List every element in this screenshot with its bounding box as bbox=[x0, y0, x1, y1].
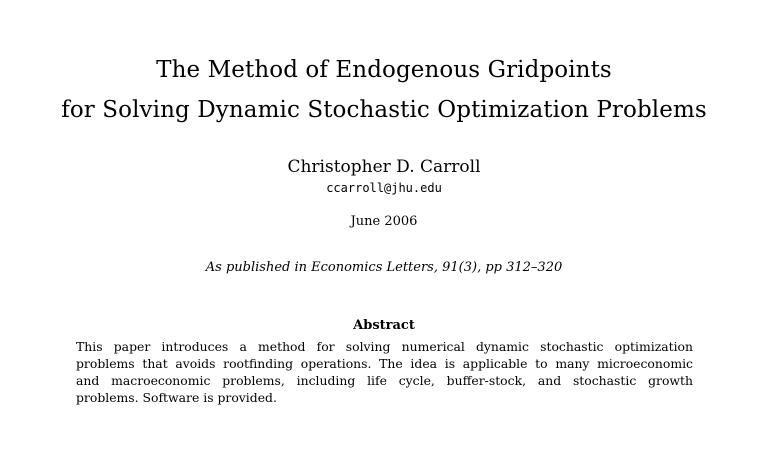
abstract-line: problems that avoids rootfinding operations. The idea is applicable to many microeconomic bbox=[76, 356, 693, 371]
paper-title-line-2: for Solving Dynamic Stochastic Optimization Problems bbox=[61, 97, 707, 123]
publication-date: June 2006 bbox=[350, 214, 418, 229]
paper-title-line-1: The Method of Endogenous Gridpoints bbox=[156, 57, 612, 83]
author-name: Christopher D. Carroll bbox=[287, 157, 481, 177]
abstract-line: problems. Software is provided. bbox=[76, 390, 277, 405]
publication-note: As published in Economics Letters, 91(3), pp 312–320 bbox=[205, 260, 563, 275]
author-email: ccarroll@jhu.edu bbox=[326, 181, 442, 195]
abstract-line: This paper introduces a method for solving numerical dynamic stochastic optimization bbox=[76, 339, 693, 354]
abstract-line: and macroeconomic problems, including life cycle, buffer-stock, and stochastic growth bbox=[76, 373, 693, 388]
abstract-heading: Abstract bbox=[353, 318, 415, 333]
abstract-body bbox=[76, 338, 693, 406]
